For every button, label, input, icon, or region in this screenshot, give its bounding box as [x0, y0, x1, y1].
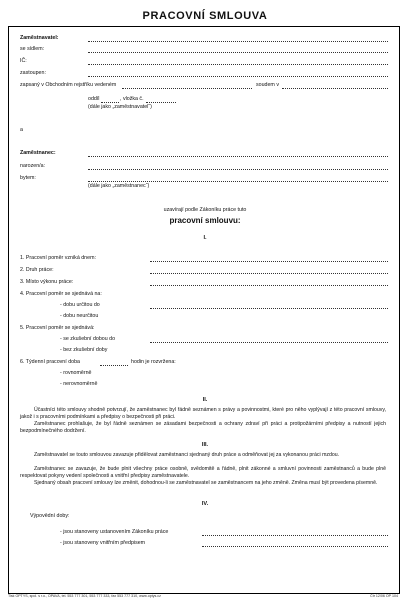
contract-subtitle: pracovní smlouvu: [169, 216, 241, 225]
item-workplace-label: 3. Místo výkonu práce: [20, 279, 74, 285]
employer-heading: Zaměstnavatel: [20, 35, 59, 41]
work-type-field[interactable] [150, 273, 388, 274]
employer-represented-label: zastoupen: [20, 70, 46, 76]
section-3-paragraph-2: Zaměstnanec se zavazuje, že bude plnit všechny práce osobně, svědomitě a řádně, plnit zákonné a smluvní povinnosti zaměstnanců a bude plně respektovat pokyny vedení společnosti a vnitřní předpisy zaměstnavatele. [20, 466, 386, 479]
employer-registry-label: zapsaný v Obchodním rejstříku vedeném [20, 82, 117, 88]
employer-ic-label: IČ: [20, 58, 27, 64]
employee-residence-label: bytem: [20, 175, 36, 181]
and-word: a [20, 127, 23, 133]
form-code-footer: Čtr 12/06 OP 104 [370, 594, 398, 598]
item-start-date-label: 1. Pracovní poměr vzniká dnem: [20, 255, 96, 261]
employer-insert-label: , vložka č. [120, 96, 144, 102]
term-indefinite-option[interactable]: - dobu neurčitou [60, 313, 99, 319]
section-2-paragraph-2: Zaměstnanec prohlašuje, že byl řádně seznámen se zásadami bezpečnosti a ochrany zdraví při práci a protipožárními předpisy a nutností jejich bezpodmínečného dodržení. [20, 421, 386, 434]
employer-seat-field[interactable] [88, 52, 388, 53]
employee-residence-field[interactable] [88, 181, 388, 182]
employee-name-field[interactable] [88, 156, 388, 157]
probation-without-option[interactable]: - bez zkušební doby [60, 347, 108, 353]
employer-insert-field[interactable] [146, 102, 176, 103]
intro-line: uzavírají podle Zákoníku práce tuto [163, 207, 247, 213]
employer-seat-label: se sídlem: [20, 46, 45, 52]
printer-footer: Tisk OPTYS, spol. s r.o., OPAVA, tel. 553 777 301, 553 777 333, fax 553 777 310, www.optys.cz [8, 594, 161, 598]
employer-registry-field[interactable] [122, 88, 252, 89]
section-2-paragraph-1: Účastníci této smlouvy shodně potvrzují, že zaměstnanec byl řádně seznámen s právy a povinnostmi, které pro něho vyplývají z této pracovní smlouvy, jakož i s pracovními podmínkami a předpisy o bezpečnosti při práci. [20, 407, 386, 420]
item-probation-label: 5. Pracovní poměr se sjednává: [20, 325, 95, 331]
employer-court-field[interactable] [282, 88, 388, 89]
item-work-type-label: 2. Druh práce: [20, 267, 54, 273]
weekly-hours-field[interactable] [100, 365, 128, 366]
hours-distribution-label: hodin je rozvržena: [131, 359, 176, 365]
section-1-numeral: I. [203, 235, 207, 241]
notice-by-law-field[interactable] [202, 535, 388, 536]
employee-born-label: narozen/a: [20, 163, 46, 169]
section-3-paragraph-3: Sjednaný obsah pracovní smlouvy lze změnit, dohodnou-li se zaměstnavatel se zaměstnancem na jeho změně. Změna musí být provedena písemně. [34, 480, 378, 486]
employee-alias: (dále jako „zaměstnanec“) [88, 183, 150, 189]
notice-period-label: Výpovědní doby: [30, 513, 70, 519]
notice-by-rule-option[interactable]: - jsou stanoveny vnitřním předpisem [60, 540, 146, 546]
workplace-field[interactable] [150, 285, 388, 286]
hours-even-option[interactable]: - rovnoměrně [60, 370, 92, 376]
page-frame [8, 26, 400, 594]
probation-with-option[interactable]: - se zkušební dobou do [60, 336, 116, 342]
employer-represented-field[interactable] [88, 76, 388, 77]
employer-name-field[interactable] [88, 41, 388, 42]
term-fixed-until-field[interactable] [150, 308, 388, 309]
document-title: PRACOVNÍ SMLOUVA [142, 10, 268, 22]
employee-heading: Zaměstnanec: [20, 150, 56, 156]
notice-by-rule-field[interactable] [202, 546, 388, 547]
section-3-paragraph-1: Zaměstnavatel se touto smlouvou zavazuje přidělovat zaměstnanci sjednaný druh práce a odměňovat jej za vykonanou práci mzdou. [34, 452, 340, 458]
employer-ic-field[interactable] [88, 64, 388, 65]
probation-until-field[interactable] [150, 342, 388, 343]
notice-by-law-option[interactable]: - jsou stanoveny ustanovením Zákoníku práce [60, 529, 169, 535]
section-2-numeral: II. [202, 397, 208, 403]
employee-born-field[interactable] [88, 169, 388, 170]
term-fixed-option[interactable]: - dobu určitou do [60, 302, 100, 308]
employer-section-label: oddíl [88, 96, 100, 102]
item-hours-label: 6. Týdenní pracovní doba [20, 359, 80, 365]
start-date-field[interactable] [150, 261, 388, 262]
item-term-label: 4. Pracovní poměr se sjednává na: [20, 291, 102, 297]
employer-court-label: soudem v [256, 82, 279, 88]
section-4-numeral: IV. [201, 501, 209, 507]
hours-uneven-option[interactable]: - nerovnoměrně [60, 381, 98, 387]
employer-section-field[interactable] [101, 102, 119, 103]
employer-alias: (dále jako „zaměstnavatel“) [88, 104, 152, 110]
section-3-numeral: III. [201, 442, 209, 448]
